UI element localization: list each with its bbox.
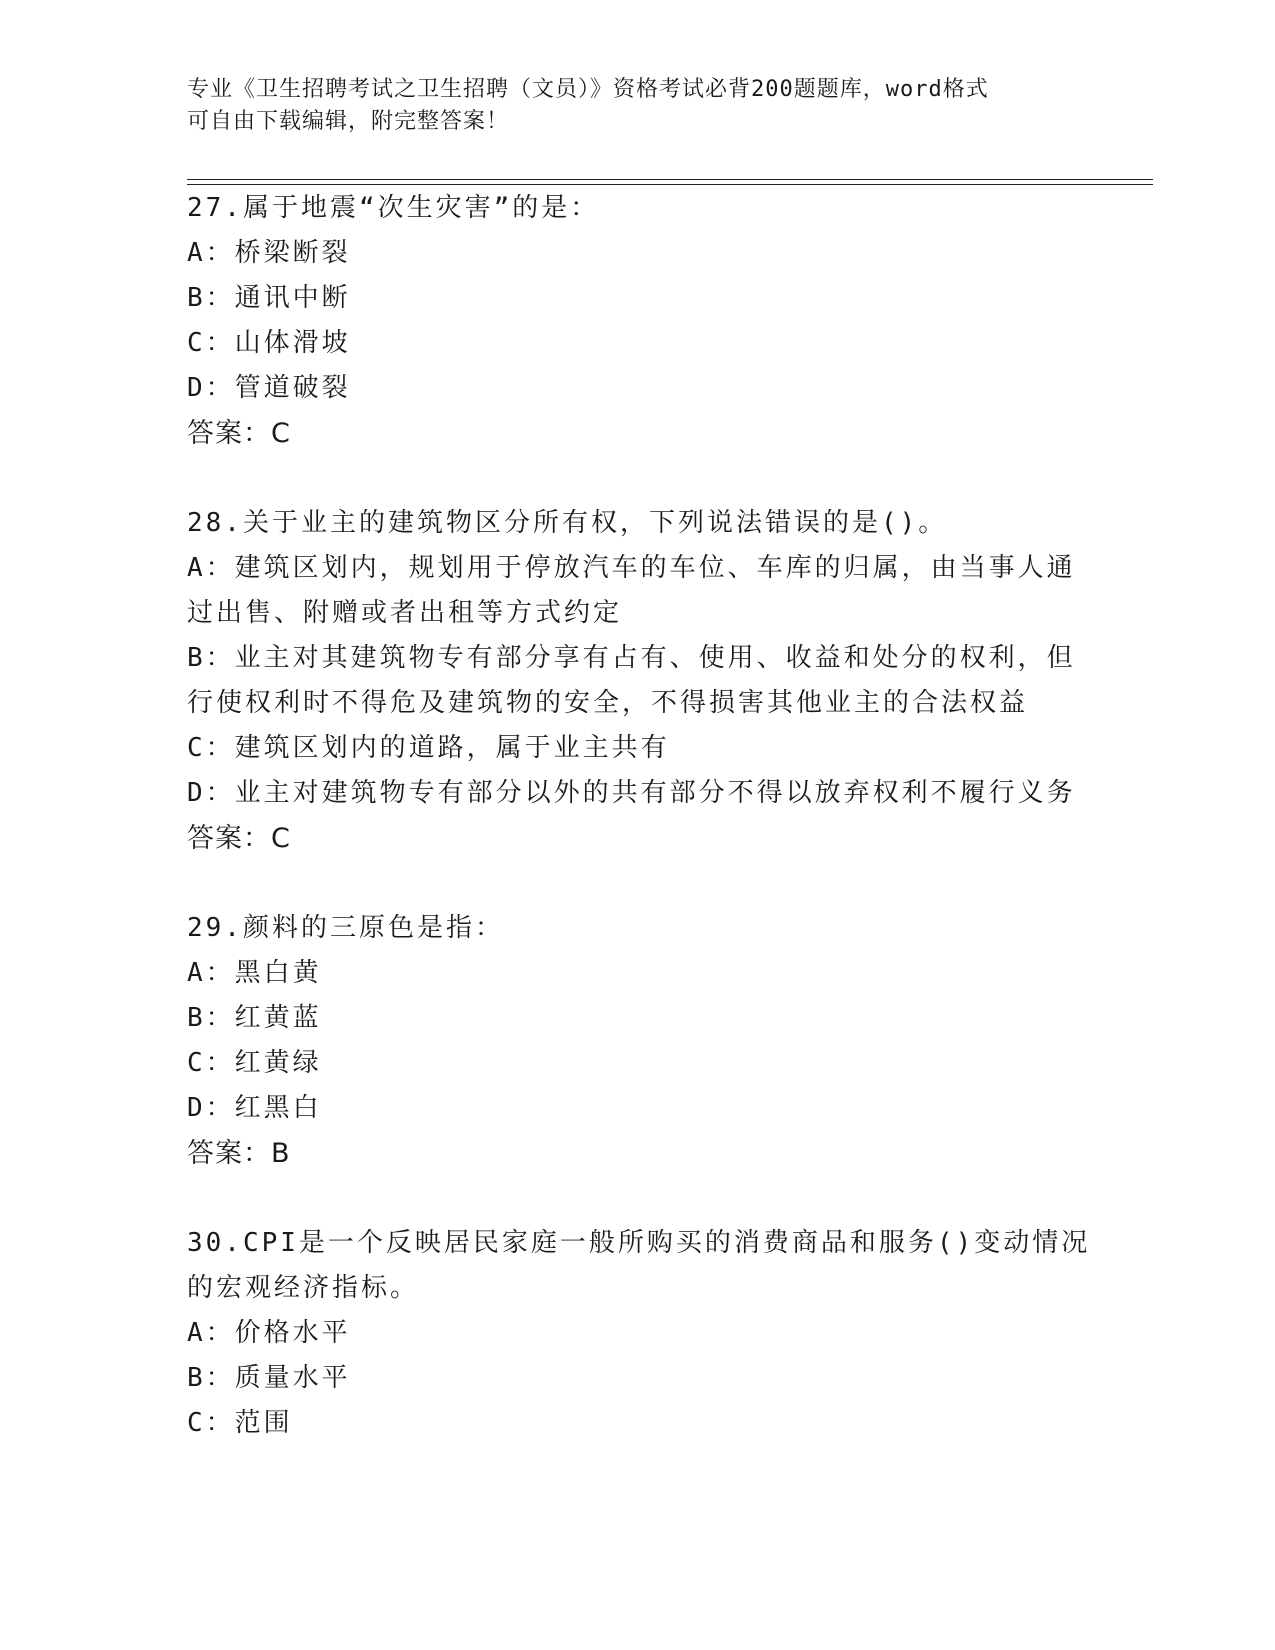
- header-line-2: 可自由下载编辑，附完整答案！: [187, 109, 510, 134]
- header-divider-top: [187, 179, 1153, 180]
- option-c: C：红黄绿: [187, 1048, 322, 1078]
- question-stem: 29.颜料的三原色是指：: [187, 913, 504, 943]
- question-stem: 28.关于业主的建筑物区分所有权，下列说法错误的是()。: [187, 508, 948, 538]
- answer-label: 答案：C: [187, 418, 291, 449]
- option-d: D：红黑白: [187, 1093, 322, 1123]
- document-header: [187, 74, 1067, 138]
- option-b-continued: 行使权利时不得危及建筑物的安全，不得损害其他业主的合法权益: [187, 688, 1029, 718]
- question-28: [187, 501, 1087, 861]
- option-a: A：价格水平: [187, 1318, 351, 1348]
- option-a-continued: 过出售、附赠或者出租等方式约定: [187, 598, 623, 628]
- option-a: A：建筑区划内，规划用于停放汽车的车位、车库的归属，由当事人通: [187, 553, 1076, 583]
- answer-label: 答案：C: [187, 823, 291, 854]
- header-divider-bottom: [187, 184, 1153, 185]
- question-27: [187, 186, 1087, 456]
- option-c: C：建筑区划内的道路，属于业主共有: [187, 733, 670, 763]
- option-b: B：业主对其建筑物专有部分享有占有、使用、收益和处分的权利，但: [187, 643, 1076, 673]
- spacer: [187, 861, 1087, 906]
- option-a: A：桥梁断裂: [187, 238, 351, 268]
- question-29: [187, 906, 1087, 1176]
- option-b: B：质量水平: [187, 1363, 351, 1393]
- question-stem: 27.属于地震“次生灾害”的是：: [187, 193, 600, 223]
- option-b: B：红黄蓝: [187, 1003, 322, 1033]
- question-list: [187, 186, 1091, 1446]
- header-line-1: 专业《卫生招聘考试之卫生招聘（文员）》资格考试必背200题题库，word格式: [187, 77, 989, 102]
- option-d: D：业主对建筑物专有部分以外的共有部分不得以放弃权利不履行义务: [187, 778, 1076, 808]
- answer-label: 答案：B: [187, 1138, 291, 1169]
- question-stem: 30.CPI是一个反映居民家庭一般所购买的消费商品和服务()变动情况: [187, 1228, 1091, 1258]
- question-30: [187, 1221, 1091, 1446]
- option-d: D：管道破裂: [187, 373, 351, 403]
- question-stem-continued: 的宏观经济指标。: [187, 1273, 420, 1303]
- spacer: [187, 1176, 1087, 1221]
- spacer: [187, 456, 1087, 501]
- option-c: C：范围: [187, 1408, 293, 1438]
- option-b: B：通讯中断: [187, 283, 351, 313]
- option-a: A：黑白黄: [187, 958, 322, 988]
- option-c: C：山体滑坡: [187, 328, 351, 358]
